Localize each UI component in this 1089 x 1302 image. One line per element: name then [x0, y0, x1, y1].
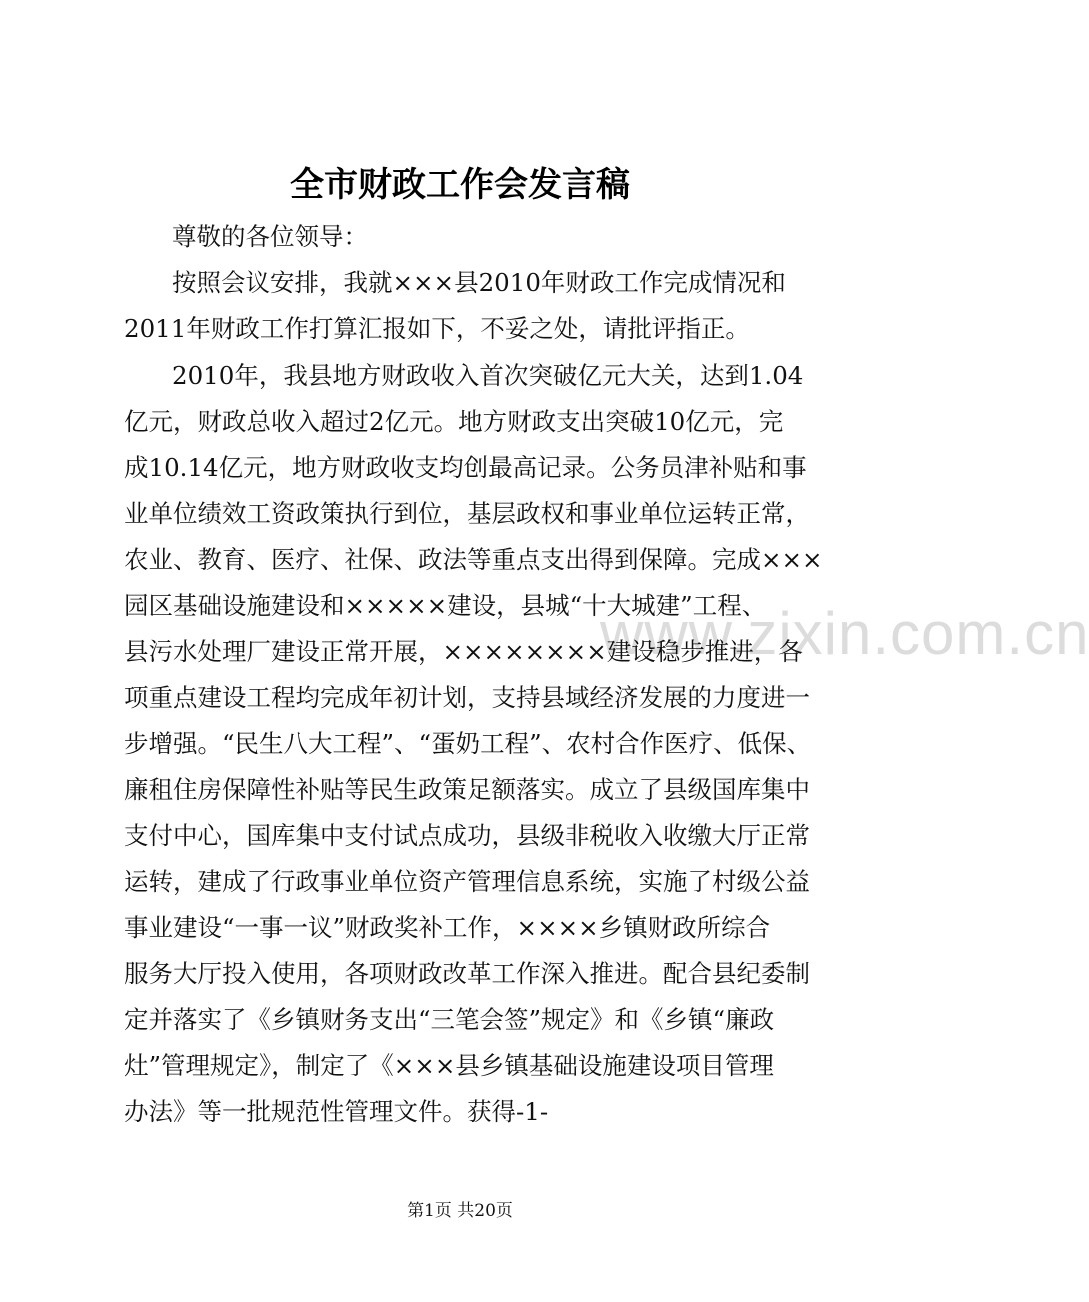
body-line: 2010年，我县地方财政收入首次突破亿元大关，达到1.04 [172, 361, 804, 390]
body-line: 服务大厅投入使用，各项财政改革工作深入推进。配合县纪委制 [124, 959, 810, 988]
body-line: 农业、教育、医疗、社保、政法等重点支出得到保障。完成××× [124, 545, 823, 574]
body-line: 园区基础设施建设和×××××建设，县城“十大城建”工程、 [124, 591, 767, 620]
page-number-footer: 第1页 共20页 [407, 1201, 513, 1221]
body-line: 步增强。“民生八大工程”、“蛋奶工程”、农村合作医疗、低保、 [124, 729, 812, 758]
body-line: 运转，建成了行政事业单位资产管理信息系统，实施了村级公益 [124, 867, 810, 896]
body-line: 按照会议安排，我就×××县2010年财政工作完成情况和 [172, 268, 786, 297]
body-line: 项重点建设工程均完成年初计划，支持县域经济发展的力度进一 [124, 683, 810, 712]
body-line: 县污水处理厂建设正常开展，××××××××建设稳步推进，各 [124, 637, 803, 666]
body-line: 廉租住房保障性补贴等民生政策足额落实。成立了县级国库集中 [124, 775, 810, 804]
body-line: 亿元，财政总收入超过2亿元。地方财政支出突破10亿元，完 [124, 407, 784, 436]
body-line: 2011年财政工作打算汇报如下，不妥之处，请批评指正。 [124, 314, 750, 343]
watermark-text: www.zixin.com.cn [600, 600, 1089, 667]
body-line: 办法》等一批规范性管理文件。获得-1- [124, 1097, 549, 1126]
salutation-line: 尊敬的各位领导： [172, 222, 368, 251]
body-line: 定并落实了《乡镇财务支出“三笔会签”规定》和《乡镇“廉政 [124, 1005, 775, 1034]
body-line: 灶”管理规定》，制定了《×××县乡镇基础设施建设项目管理 [124, 1051, 774, 1080]
body-line: 成10.14亿元，地方财政收支均创最高记录。公务员津补贴和事 [124, 453, 807, 482]
body-line: 业单位绩效工资政策执行到位，基层政权和事业单位运转正常， [124, 499, 810, 528]
body-line: 事业建设“一事一议”财政奖补工作，××××乡镇财政所综合 [124, 913, 771, 942]
document-title: 全市财政工作会发言稿 [290, 165, 630, 205]
body-line: 支付中心，国库集中支付试点成功，县级非税收入收缴大厅正常 [124, 821, 810, 850]
